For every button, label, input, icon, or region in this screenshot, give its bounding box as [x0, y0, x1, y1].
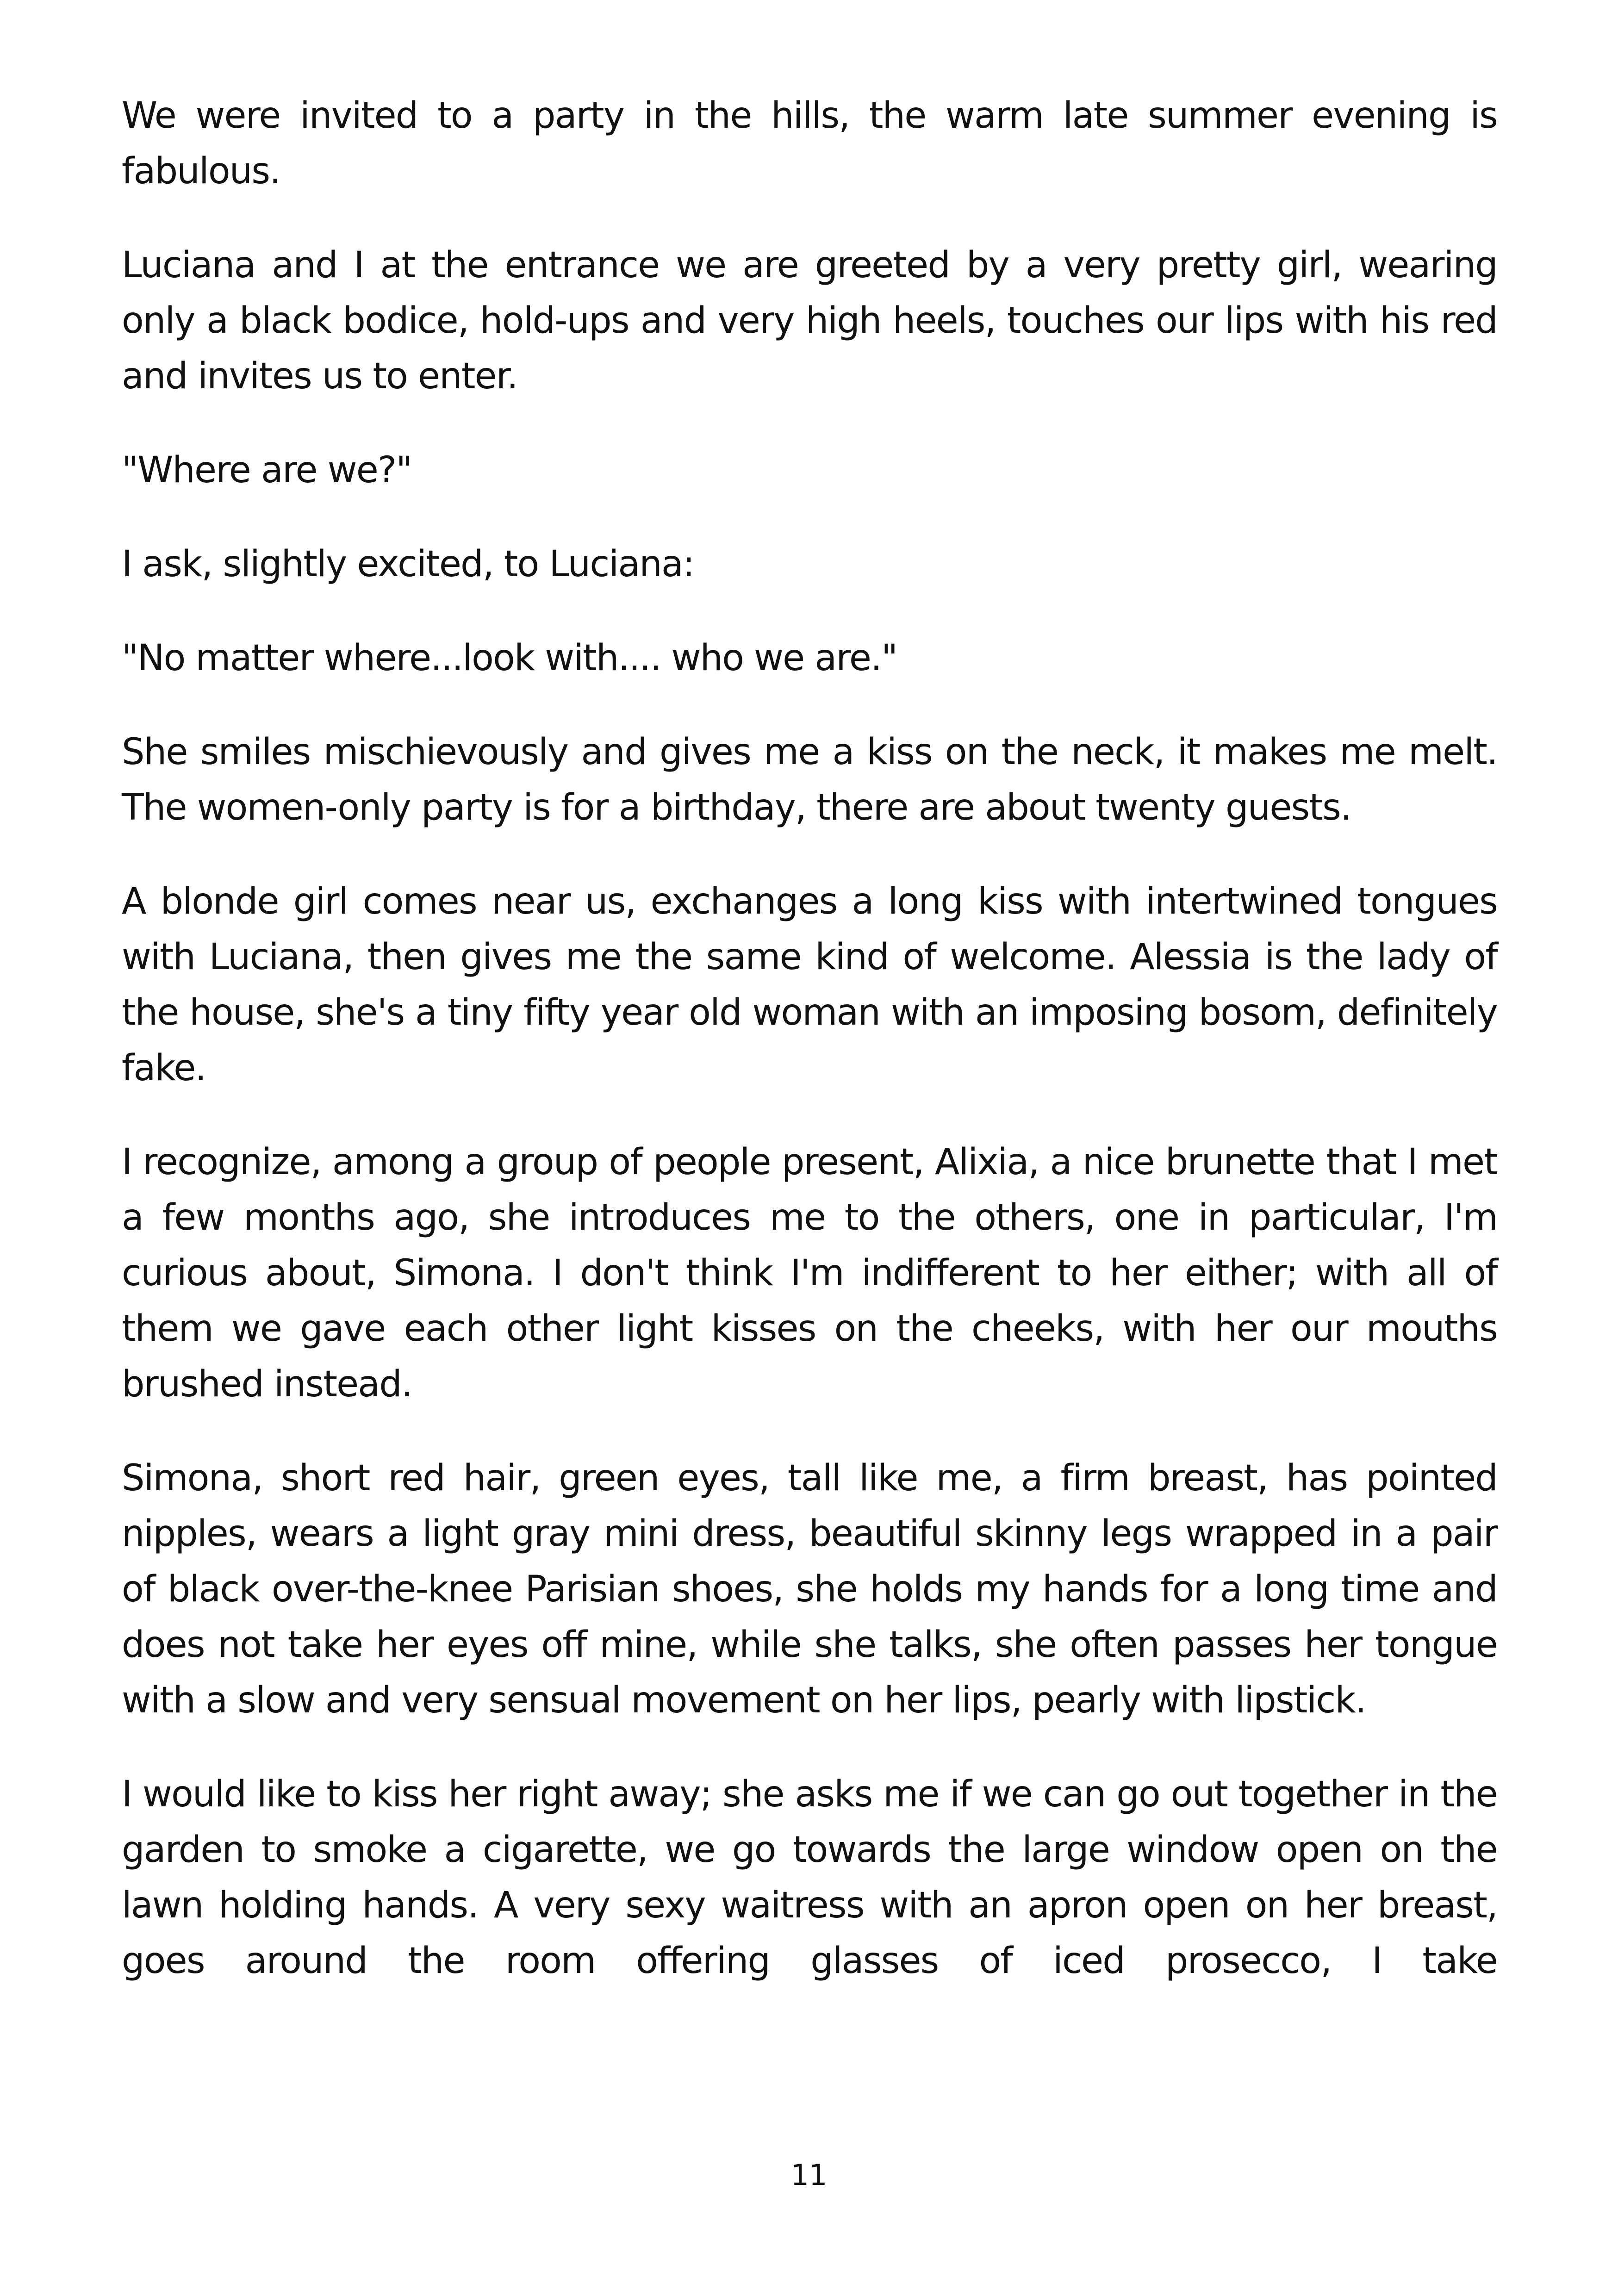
page-number: 11	[790, 2158, 828, 2192]
paragraph-9: Simona, short red hair, green eyes, tall like me, a firm breast, has pointed nipples, wears a light gray mini dress, beautiful skinny legs wrapped in a pair of black over-the-knee Parisian shoes, she holds my hands for a long time and does not take her eyes off mine, while she talks, she often passes her tongue with a slow and very sensual movement on her lips, pearly with lipstick.	[122, 1457, 1497, 1721]
paragraph-4: I ask, slightly excited, to Luciana:	[122, 543, 694, 585]
paragraph-10: I would like to kiss her right away; she asks me if we can go out together in the garden to smoke a cigarette, we go towards the large window open on the lawn holding hands. A very sexy waitress with an apron open on her breast, goes around the room offering glasses of iced prosecco, I take	[122, 1773, 1497, 1982]
paragraph-5: "No matter where...look with.... who we are."	[122, 637, 897, 679]
paragraph-2: Luciana and I at the entrance we are greeted by a very pretty girl, wearing only a black bodice, hold-ups and very high heels, touches our lips with his red and invites us to enter.	[122, 244, 1497, 397]
paragraph-6: She smiles mischievously and gives me a kiss on the neck, it makes me melt. The women-only party is for a birthday, there are about twenty guests.	[122, 731, 1497, 828]
paragraph-7: A blonde girl comes near us, exchanges a long kiss with intertwined tongues with Luciana, then gives me the same kind of welcome. Alessia is the lady of the house, she's a tiny fifty year old woman with an imposing bosom, definitely fake.	[122, 881, 1497, 1089]
page-body	[122, 88, 1497, 2027]
paragraph-3: "Where are we?"	[122, 449, 412, 491]
paragraph-8: I recognize, among a group of people present, Alixia, a nice brunette that I met a few months ago, she introduces me to the others, one in particular, I'm curious about, Simona. I don't think I'm indifferent to her either; with all of them we gave each other light kisses on the cheeks, with her our mouths brushed instead.	[122, 1141, 1497, 1405]
paragraph-1: We were invited to a party in the hills, the warm late summer evening is fabulous.	[122, 95, 1497, 192]
